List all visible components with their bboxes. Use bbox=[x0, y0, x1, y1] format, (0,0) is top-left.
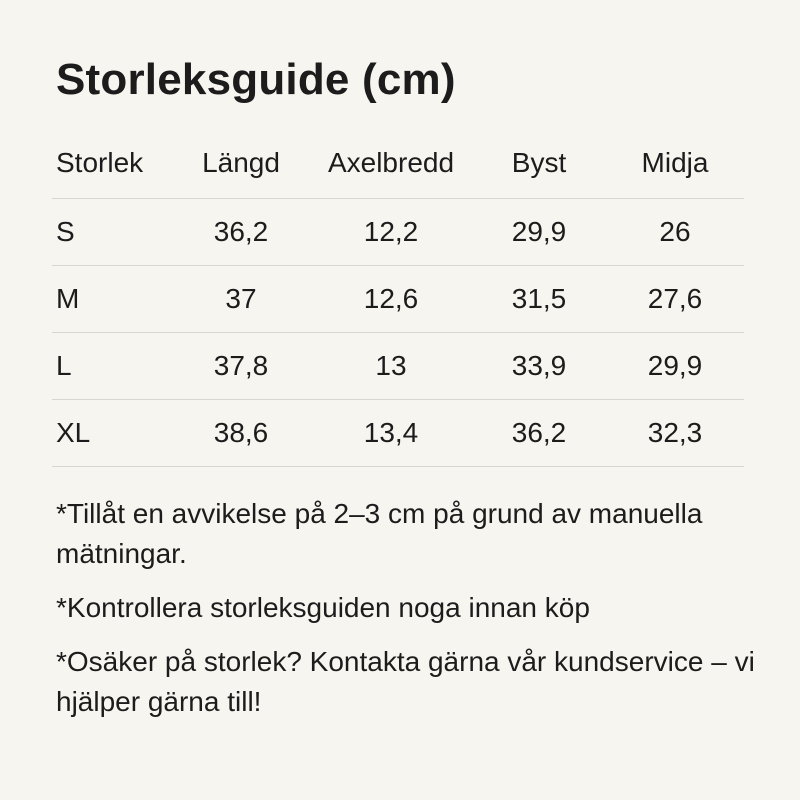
cell-waist: 32,3 bbox=[606, 400, 744, 467]
cell-shoulder-width: 13 bbox=[310, 333, 472, 400]
cell-length: 37,8 bbox=[172, 333, 310, 400]
cell-size: L bbox=[52, 333, 172, 400]
table-row bbox=[52, 333, 744, 400]
cell-length: 38,6 bbox=[172, 400, 310, 467]
cell-waist: 27,6 bbox=[606, 266, 744, 333]
cell-waist: 26 bbox=[606, 199, 744, 266]
note-contact-customer-service: *Osäker på storlek? Kontakta gärna vår kundservice – vi hjälper gärna till! bbox=[56, 646, 755, 717]
cell-shoulder-width: 12,6 bbox=[310, 266, 472, 333]
cell-bust: 31,5 bbox=[472, 266, 606, 333]
cell-length: 37 bbox=[172, 266, 310, 333]
header-bust: Byst bbox=[511, 147, 567, 178]
note-measurement-deviation: *Tillåt en avvikelse på 2–3 cm på grund av manuella mätningar. bbox=[56, 498, 703, 569]
notes-section bbox=[56, 494, 756, 736]
cell-shoulder-width: 12,2 bbox=[310, 199, 472, 266]
cell-shoulder-width: 13,4 bbox=[310, 400, 472, 467]
header-waist: Midja bbox=[641, 147, 709, 178]
table-row bbox=[52, 266, 744, 333]
cell-size: S bbox=[52, 199, 172, 266]
header-shoulder-width: Axelbredd bbox=[327, 147, 455, 178]
table-header-row bbox=[52, 128, 744, 199]
table-row bbox=[52, 400, 744, 467]
header-size: Storlek bbox=[56, 147, 144, 178]
cell-waist: 29,9 bbox=[606, 333, 744, 400]
cell-bust: 36,2 bbox=[472, 400, 606, 467]
table-row bbox=[52, 199, 744, 266]
header-length: Längd bbox=[202, 147, 280, 178]
page-title: Storleksguide (cm) bbox=[56, 55, 456, 104]
cell-bust: 29,9 bbox=[472, 199, 606, 266]
cell-bust: 33,9 bbox=[472, 333, 606, 400]
cell-size: XL bbox=[52, 400, 172, 467]
note-check-size-guide: *Kontrollera storleksguiden noga innan köp bbox=[56, 592, 590, 623]
cell-length: 36,2 bbox=[172, 199, 310, 266]
cell-size: M bbox=[52, 266, 172, 333]
size-table bbox=[52, 128, 744, 467]
